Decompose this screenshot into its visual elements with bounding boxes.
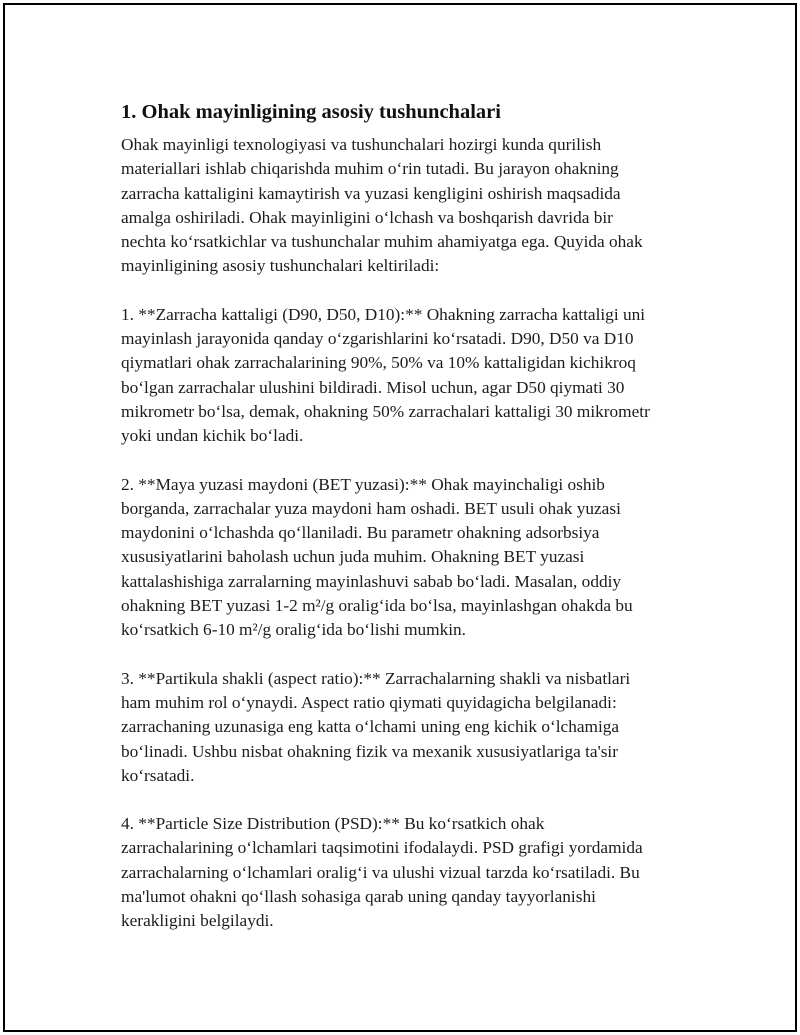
document-body (121, 99, 701, 958)
page-frame (3, 3, 797, 1032)
paragraph-bet-surface: 2. **Maya yuzasi maydoni (BET yuzasi):** Ohak mayinchaligi oshib borganda, zarrachalar yuza maydoni ham oshadi. BET usuli ohak yuzasi maydonini o‘lchashda qo‘llaniladi. Bu parametr ohakning adsorbsiya xususiyatlarini baholash uchun juda muhim. Ohakning BET yuzasi kattalashishiga zarralarning mayinlashuvi sabab bo‘ladi. Masalan, oddiy ohakning BET yuzasi 1-2 m²/g oralig‘ida bo‘lsa, mayinlashgan ohakda bu ko‘rsatkich 6-10 m²/g oralig‘ida bo‘lishi mumkin. (121, 474, 633, 640)
section-heading: 1. Ohak mayinligining asosiy tushunchalari (121, 101, 501, 123)
paragraph-psd: 4. **Particle Size Distribution (PSD):** Bu ko‘rsatkich ohak zarrachalarining o‘lchamlari taqsimotini ifodalaydi. PSD grafigi yordamida zarrachalarning o‘lchamlari oralig‘i va ulushi vizual tarzda ko‘rsatiladi. Bu ma'lumot ohakni qo‘llash sohasiga qarab uning qanday tayyorlanishi kerakligini belgilaydi. (121, 814, 643, 931)
intro-paragraph: Ohak mayinligi texnologiyasi va tushunchalari hozirgi kunda qurilish materiallari ishlab chiqarishda muhim o‘rin tutadi. Bu jarayon ohakning zarracha kattaligini kamaytirish va yuzasi kengligini oshirish maqsadida amalga oshiriladi. Ohak mayinligini o‘lchash va boshqarish davrida bir nechta ko‘rsatkichlar va tushunchalar muhim ahamiyatga ega. Quyida ohak mayinligining asosiy tushunchalari keltiriladi: (121, 135, 643, 276)
paragraph-particle-size: 1. **Zarracha kattaligi (D90, D50, D10):** Ohakning zarracha kattaligi uni mayinlash jarayonida qanday o‘zgarishlarini ko‘rsatadi. D90, D50 va D10 qiymatlari ohak zarrachalarining 90%, 50% va 10% kattaligidan kichikroq bo‘lgan zarrachalar ulushini bildiradi. Misol uchun, agar D50 qiymati 30 mikrometr bo‘lsa, demak, ohakning 50% zarrachalari kattaligi 30 mikrometr yoki undan kichik bo‘ladi. (121, 304, 650, 446)
paragraph-aspect-ratio: 3. **Partikula shakli (aspect ratio):** Zarrachalarning shakli va nisbatlari ham muhim rol o‘ynaydi. Aspect ratio qiymati quyidagicha belgilanadi: zarrachaning uzunasiga eng katta o‘lchami uning eng kichik o‘lchamiga bo‘linadi. Ushbu nisbat ohakning fizik va mexanik xususiyatlariga ta'sir ko‘rsatadi. (121, 668, 631, 785)
